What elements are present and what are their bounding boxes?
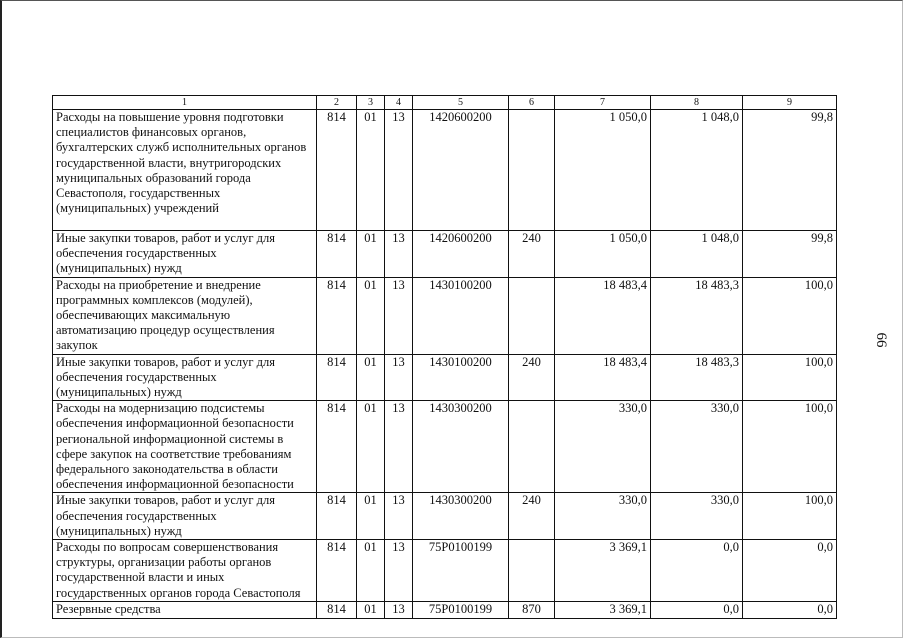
subsection-cell: 13 (385, 601, 413, 618)
subsection-cell: 13 (385, 354, 413, 401)
subsection-cell: 13 (385, 540, 413, 602)
target-article-cell: 1430100200 (413, 277, 509, 354)
target-article-cell: 1420600200 (413, 231, 509, 278)
table-row (53, 231, 837, 278)
chapter-code-cell: 814 (317, 110, 357, 231)
chapter-code-cell: 814 (317, 493, 357, 540)
chapter-code-cell: 814 (317, 277, 357, 354)
execution-percent-cell: 99,8 (743, 231, 837, 278)
header-cell-8: 8 (651, 96, 743, 110)
header-cell-1: 1 (53, 96, 317, 110)
table-row (53, 601, 837, 618)
planned-amount-cell: 1 050,0 (555, 231, 651, 278)
execution-percent-cell: 100,0 (743, 401, 837, 493)
section-cell: 01 (357, 401, 385, 493)
table-row (53, 540, 837, 602)
planned-amount-cell: 3 369,1 (555, 601, 651, 618)
subsection-cell: 13 (385, 110, 413, 231)
executed-amount-cell: 0,0 (651, 540, 743, 602)
header-cell-3: 3 (357, 96, 385, 110)
row-name-cell: Иные закупки товаров, работ и услуг для обеспечения государственных (муниципальных) нужд (53, 493, 317, 540)
section-cell: 01 (357, 354, 385, 401)
execution-percent-cell: 99,8 (743, 110, 837, 231)
section-cell: 01 (357, 110, 385, 231)
executed-amount-cell: 18 483,3 (651, 354, 743, 401)
executed-amount-cell: 1 048,0 (651, 110, 743, 231)
target-article-cell: 1430300200 (413, 493, 509, 540)
executed-amount-cell: 0,0 (651, 601, 743, 618)
header-cell-5: 5 (413, 96, 509, 110)
executed-amount-cell: 330,0 (651, 493, 743, 540)
header-cell-2: 2 (317, 96, 357, 110)
target-article-cell: 1430300200 (413, 401, 509, 493)
header-row (53, 96, 837, 110)
planned-amount-cell: 18 483,4 (555, 277, 651, 354)
target-article-cell: 75Р0100199 (413, 601, 509, 618)
subsection-cell: 13 (385, 231, 413, 278)
expense-type-cell (509, 401, 555, 493)
chapter-code-cell: 814 (317, 601, 357, 618)
execution-percent-cell: 100,0 (743, 493, 837, 540)
header-cell-4: 4 (385, 96, 413, 110)
page-number: 66 (873, 332, 889, 348)
executed-amount-cell: 330,0 (651, 401, 743, 493)
execution-percent-cell: 100,0 (743, 277, 837, 354)
table-row (53, 354, 837, 401)
row-name-cell: Иные закупки товаров, работ и услуг для обеспечения государственных (муниципальных) нужд (53, 354, 317, 401)
row-name-cell: Расходы на повышение уровня подготовки специалистов финансовых органов, бухгалтерских служб исполнительных органов государственной власти, внутригородских муниципальных образований города Севастополя, государственных (муниципальных) учреждений (53, 110, 317, 231)
executed-amount-cell: 1 048,0 (651, 231, 743, 278)
execution-percent-cell: 100,0 (743, 354, 837, 401)
header-cell-7: 7 (555, 96, 651, 110)
table-row (53, 401, 837, 493)
table-row (53, 493, 837, 540)
section-cell: 01 (357, 493, 385, 540)
row-name-cell: Иные закупки товаров, работ и услуг для обеспечения государственных (муниципальных) нужд (53, 231, 317, 278)
header-cell-6: 6 (509, 96, 555, 110)
executed-amount-cell: 18 483,3 (651, 277, 743, 354)
budget-table (52, 95, 837, 619)
chapter-code-cell: 814 (317, 540, 357, 602)
expense-type-cell: 240 (509, 354, 555, 401)
subsection-cell: 13 (385, 493, 413, 540)
subsection-cell: 13 (385, 401, 413, 493)
execution-percent-cell: 0,0 (743, 601, 837, 618)
planned-amount-cell: 18 483,4 (555, 354, 651, 401)
expense-type-cell: 870 (509, 601, 555, 618)
target-article-cell: 1420600200 (413, 110, 509, 231)
chapter-code-cell: 814 (317, 354, 357, 401)
target-article-cell: 75Р0100199 (413, 540, 509, 602)
expense-type-cell (509, 110, 555, 231)
section-cell: 01 (357, 540, 385, 602)
chapter-code-cell: 814 (317, 401, 357, 493)
planned-amount-cell: 1 050,0 (555, 110, 651, 231)
section-cell: 01 (357, 231, 385, 278)
header-cell-9: 9 (743, 96, 837, 110)
expense-type-cell (509, 540, 555, 602)
subsection-cell: 13 (385, 277, 413, 354)
expense-type-cell: 240 (509, 493, 555, 540)
section-cell: 01 (357, 601, 385, 618)
planned-amount-cell: 330,0 (555, 493, 651, 540)
expense-type-cell: 240 (509, 231, 555, 278)
row-name-cell: Расходы на модернизацию подсистемы обеспечения информационной безопасности региональной информационной системы в сфере закупок на соответствие требованиям федерального законодательства в области обеспечения информационной безопасности (53, 401, 317, 493)
table-row (53, 277, 837, 354)
table-row (53, 110, 837, 231)
section-cell: 01 (357, 277, 385, 354)
row-name-cell: Расходы по вопросам совершенствования структуры, организации работы органов государственной власти и иных государственных органов города Севастополя (53, 540, 317, 602)
row-name-cell: Резервные средства (53, 601, 317, 618)
row-name-cell: Расходы на приобретение и внедрение программных комплексов (модулей), обеспечивающих максимальную автоматизацию процедур осуществления закупок (53, 277, 317, 354)
planned-amount-cell: 3 369,1 (555, 540, 651, 602)
expense-type-cell (509, 277, 555, 354)
planned-amount-cell: 330,0 (555, 401, 651, 493)
execution-percent-cell: 0,0 (743, 540, 837, 602)
target-article-cell: 1430100200 (413, 354, 509, 401)
chapter-code-cell: 814 (317, 231, 357, 278)
